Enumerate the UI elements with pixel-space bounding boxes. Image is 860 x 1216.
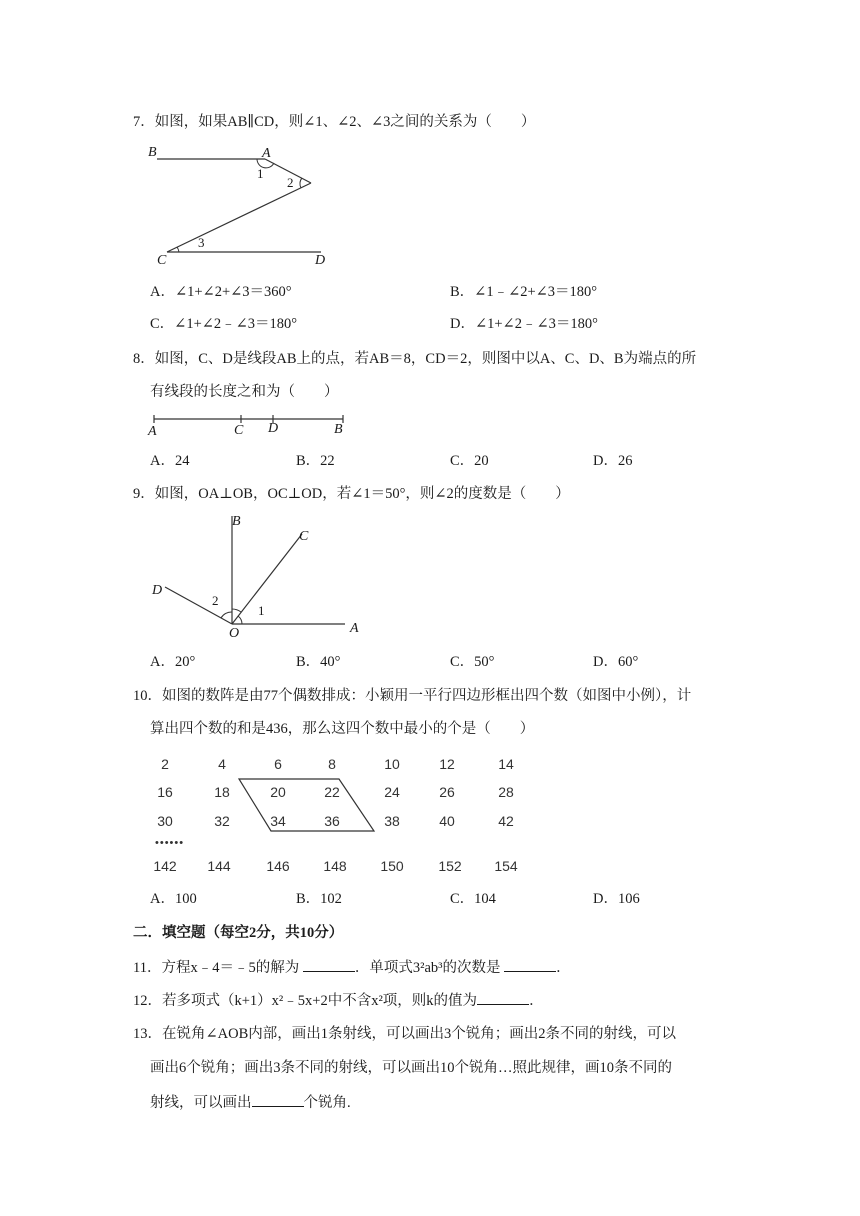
ellipsis-dots: ••••••: [155, 837, 185, 849]
q9-label-o: O: [229, 626, 240, 641]
array-cell: 144: [207, 858, 231, 874]
array-cell: 8: [328, 756, 336, 772]
q13-line1: 13．在锐角∠AOB内部，画出1条射线，可以画出3个锐角；画出2条不同的射线，可以: [133, 1026, 677, 1042]
array-cell: 6: [274, 756, 282, 772]
array-cell: 154: [494, 858, 518, 874]
q10-option-a[interactable]: A．100: [150, 891, 197, 907]
q7-option-c[interactable]: C．∠1+∠2﹣∠3＝180°: [150, 316, 298, 332]
q11-text-1: 11．方程x﹣4＝﹣5的解为: [133, 960, 300, 976]
q7-label-d: D: [315, 253, 326, 268]
q9-figure: [145, 510, 360, 645]
array-cell: 30: [157, 813, 173, 829]
q7-label-2: 2: [287, 175, 294, 190]
array-cell: 20: [270, 784, 286, 800]
array-cell: 14: [498, 756, 514, 772]
array-cell: 32: [214, 813, 230, 829]
array-cell: 12: [439, 756, 455, 772]
q9-label-d: D: [152, 583, 163, 598]
array-cell: 10: [384, 756, 400, 772]
q8-label-c: C: [234, 423, 244, 438]
array-cell: 26: [439, 784, 455, 800]
array-cell: 34: [270, 813, 286, 829]
array-cell: 148: [323, 858, 347, 874]
q9-option-c[interactable]: C．50°: [450, 654, 495, 670]
q11: [133, 957, 571, 978]
q8-option-d[interactable]: D．26: [593, 453, 633, 469]
array-cell: 22: [324, 784, 340, 800]
q9-stem: 9．如图，OA⊥OB，OC⊥OD，若∠1＝50°，则∠2的度数是（ ）: [133, 486, 570, 502]
q7-figure: [145, 140, 345, 270]
array-cell: 142: [153, 858, 177, 874]
q12-text-2: ．: [529, 993, 544, 1009]
q10-stem-line1: 10．如图的数阵是由77个偶数排成：小颖用一平行四边形框出四个数（如图中小例），计: [133, 688, 692, 704]
q10-option-b[interactable]: B．102: [296, 891, 342, 907]
q10-stem-line2: 算出四个数的和是436，那么这四个数中最小的个是（ ）: [150, 721, 535, 737]
array-cell: 24: [384, 784, 400, 800]
array-cell: 28: [498, 784, 514, 800]
q7-label-c: C: [157, 253, 167, 268]
array-cell: 150: [380, 858, 404, 874]
q7-label-b: B: [148, 145, 157, 160]
array-cell: 4: [218, 756, 226, 772]
array-cell: 18: [214, 784, 230, 800]
array-cell: 36: [324, 813, 340, 829]
q8-figure: [148, 412, 353, 426]
array-cell: 40: [439, 813, 455, 829]
array-cell: 16: [157, 784, 173, 800]
q10-option-c[interactable]: C．104: [450, 891, 496, 907]
q8-label-d: D: [268, 421, 279, 436]
q7-option-a[interactable]: A．∠1+∠2+∠3＝360°: [150, 284, 292, 300]
q11-answer-blank-1[interactable]: [303, 957, 355, 972]
q9-option-a[interactable]: A．20°: [150, 654, 196, 670]
q8-option-c[interactable]: C．20: [450, 453, 489, 469]
q13-line3: [150, 1092, 351, 1113]
q11-text-2: ．单项式3²ab³的次数是: [354, 960, 501, 976]
array-cell: 146: [266, 858, 290, 874]
q7-option-b[interactable]: B．∠1﹣∠2+∠3＝180°: [450, 284, 598, 300]
q13-text-1: 射线，可以画出: [150, 1095, 252, 1111]
array-cell: 38: [384, 813, 400, 829]
q8-label-a: A: [148, 424, 157, 439]
q9-label-c: C: [299, 529, 309, 544]
q9-label-b: B: [232, 514, 241, 529]
q8-label-b: B: [334, 422, 343, 437]
q10-option-d[interactable]: D．106: [593, 891, 640, 907]
q9-option-d[interactable]: D．60°: [593, 654, 639, 670]
q7-label-a: A: [262, 146, 271, 161]
q12-answer-blank[interactable]: [477, 990, 529, 1005]
array-cell: 152: [438, 858, 462, 874]
section-heading: 二．填空题（每空2分，共10分）: [133, 925, 344, 941]
q8-stem-line1: 8．如图，C、D是线段AB上的点，若AB＝8，CD＝2，则图中以A、C、D、B为端点的所: [133, 351, 697, 367]
q9-label-2: 2: [212, 593, 219, 608]
q8-option-b[interactable]: B．22: [296, 453, 335, 469]
q13-answer-blank[interactable]: [252, 1092, 304, 1107]
number-array: [153, 752, 537, 882]
q9-label-a: A: [350, 621, 359, 636]
q8-stem-line2: 有线段的长度之和为（ ）: [150, 384, 339, 400]
q7-label-1: 1: [257, 166, 264, 181]
q8-option-a[interactable]: A．24: [150, 453, 190, 469]
q7-option-d[interactable]: D．∠1+∠2﹣∠3＝180°: [450, 316, 598, 332]
q11-text-3: ．: [556, 960, 571, 976]
q13-text-2: 个锐角.: [303, 1095, 351, 1111]
array-cell: 2: [161, 756, 169, 772]
q11-answer-blank-2[interactable]: [504, 957, 556, 972]
q9-option-b[interactable]: B．40°: [296, 654, 341, 670]
q13-line2: 画出6个锐角；画出3条不同的射线，可以画出10个锐角…照此规律，画10条不同的: [150, 1060, 672, 1076]
q9-label-1: 1: [258, 603, 265, 618]
q7-label-3: 3: [198, 235, 205, 250]
q12-text-1: 12．若多项式（k+1）x²﹣5x+2中不含x²项，则k的值为: [133, 993, 478, 1009]
q12: [133, 990, 544, 1011]
q7-stem: 7．如图，如果AB∥CD，则∠1、∠2、∠3之间的关系为（ ）: [133, 114, 536, 130]
array-cell: 42: [498, 813, 514, 829]
